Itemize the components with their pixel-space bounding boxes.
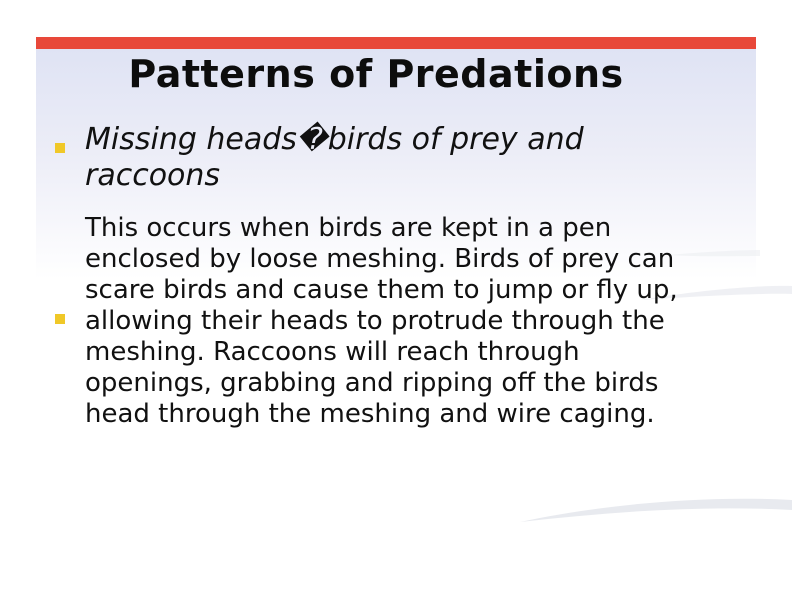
square-bullet-icon <box>55 314 65 324</box>
bullet-list <box>52 122 692 430</box>
slide-title: Patterns of Predations <box>128 52 624 96</box>
square-bullet-icon <box>55 143 65 153</box>
bullet-item-missing-heads <box>52 122 692 210</box>
bullet-item-description <box>52 213 692 430</box>
bullet-text: This occurs when birds are kept in a pen enclosed by loose meshing. Birds of prey can scare birds and cause them to jump or fly up, allowing their heads to protrude through the meshing. Raccoons will reach through openings, grabbing and ripping off the birds head through the meshing and wire caging. <box>85 213 678 429</box>
bullet-text: Missing heads�birds of prey and raccoons <box>85 122 584 193</box>
